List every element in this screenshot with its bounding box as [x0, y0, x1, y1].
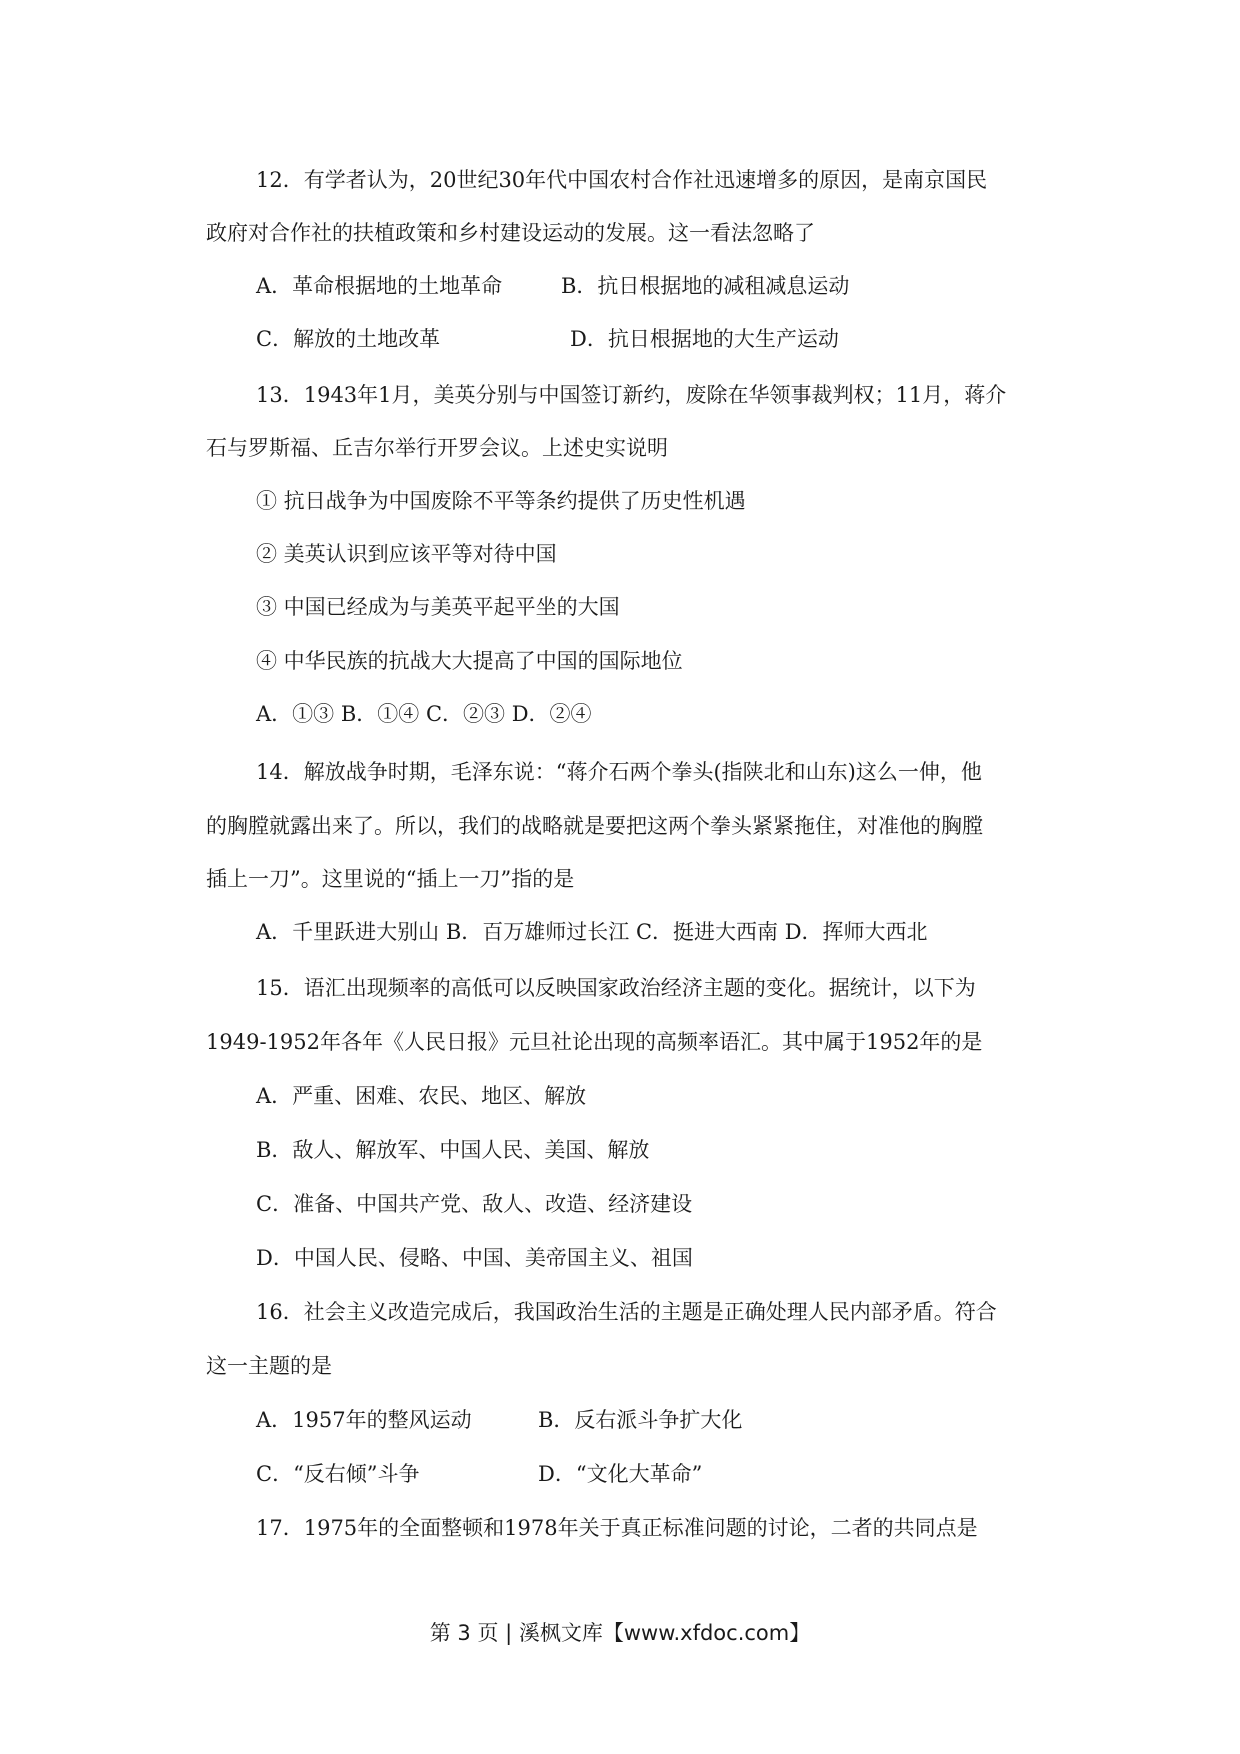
q12-stem-line2: 政府对合作社的扶植政策和乡村建设运动的发展。这一看法忽略了 — [206, 221, 815, 245]
q13-statement-3: ③ 中国已经成为与美英平起平坐的大国 — [256, 595, 620, 619]
q16-option-d: D．“文化大革命” — [538, 1462, 703, 1486]
q12-options-row1 — [256, 272, 850, 300]
q15-option-a: A．严重、困难、农民、地区、解放 — [256, 1084, 587, 1108]
q14-stem-line1: 14．解放战争时期，毛泽东说：“蒋介石两个拳头(指陕北和山东)这么一伸，他 — [256, 760, 982, 784]
q16-stem-line2: 这一主题的是 — [206, 1354, 332, 1378]
q14-stem-line3: 插上一刀”。这里说的“插上一刀”指的是 — [206, 867, 575, 891]
q13-statement-4: ④ 中华民族的抗战大大提高了中国的国际地位 — [256, 649, 683, 673]
q16-options-row2 — [256, 1460, 703, 1488]
q17-stem-line1: 17．1975年的全面整顿和1978年关于真正标准问题的讨论，二者的共同点是 — [256, 1516, 978, 1540]
q15-option-d: D．中国人民、侵略、中国、美帝国主义、祖国 — [256, 1246, 693, 1270]
q12-option-b: B．抗日根据地的减租减息运动 — [561, 274, 850, 298]
q16-option-a: A．1957年的整风运动 — [256, 1408, 472, 1432]
q15-option-b: B．敌人、解放军、中国人民、美国、解放 — [256, 1138, 650, 1162]
q14-stem-line2: 的胸膛就露出来了。所以，我们的战略就是要把这两个拳头紧紧拖住，对准他的胸膛 — [206, 814, 983, 838]
q12-option-a: A．革命根据地的土地革命 — [256, 274, 503, 298]
q16-options-row1 — [256, 1406, 743, 1434]
q16-stem-line1: 16．社会主义改造完成后，我国政治生活的主题是正确处理人民内部矛盾。符合 — [256, 1300, 997, 1324]
q12-option-c: C．解放的土地改革 — [256, 327, 441, 351]
q16-option-c: C．“反右倾”斗争 — [256, 1462, 420, 1486]
q13-stem-line1: 13．1943年1月，美英分别与中国签订新约，废除在华领事裁判权；11月，蒋介 — [256, 383, 1007, 407]
q14-options: A．千里跃进大别山 B．百万雄师过长江 C．挺进大西南 D．挥师大西北 — [256, 920, 928, 944]
q12-stem-line1: 12．有学者认为，20世纪30年代中国农村合作社迅速增多的原因，是南京国民 — [256, 168, 988, 192]
q15-stem-line2: 1949-1952年各年《人民日报》元旦社论出现的高频率语汇。其中属于1952年的是 — [206, 1030, 983, 1054]
q15-stem-line1: 15．语汇出现频率的高低可以反映国家政治经济主题的变化。据统计，以下为 — [256, 976, 976, 1000]
q12-options-row2 — [256, 325, 839, 353]
q13-options: A．①③ B．①④ C．②③ D．②④ — [256, 702, 592, 726]
q13-statement-2: ② 美英认识到应该平等对待中国 — [256, 542, 557, 566]
page-footer: 第 3 页 | 溪枫文库【www.xfdoc.com】 — [429, 1621, 811, 1645]
q12-option-d: D．抗日根据地的大生产运动 — [570, 327, 839, 351]
q15-option-c: C．准备、中国共产党、敌人、改造、经济建设 — [256, 1192, 693, 1216]
q13-stem-line2: 石与罗斯福、丘吉尔举行开罗会议。上述史实说明 — [206, 436, 668, 460]
q16-option-b: B．反右派斗争扩大化 — [538, 1408, 743, 1432]
q13-statement-1: ① 抗日战争为中国废除不平等条约提供了历史性机遇 — [256, 489, 746, 513]
